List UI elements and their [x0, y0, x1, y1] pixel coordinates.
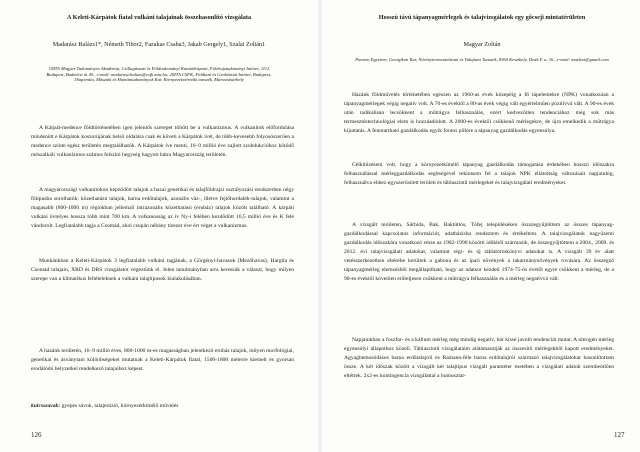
right-affiliations: Pannon Egyetem, Georgikon Kar, Növénytermesztéstani és Talajtani Tanszék, 8360 Keszthely, Deák F. u. 16., e-mail: mazlzot@gmail.com [355, 57, 609, 62]
right-article-title: Hosszú távú tápanyagmérlegek és talajvizsgálatok egy gőcseji mintatérületen [378, 14, 586, 21]
right-paragraph-2: Célkitűzésem volt, hogy a környezetkímélő tápanyag gazdálkodás támogatása érdekében hosszú időszakra felhasználással mérleggazdálkodás segítségével tekintsem fel a talajok NPK ellátottság változásait napjainkig, felhasználva ehhez egyszerűsített területi és táblaszintű mérlegeket és talajvizsgálati eredményeket. [344, 162, 614, 186]
left-affiliations: 1MTA Magyar Tudományos Akadémia, Csillagászati és Földtudományi Kutatóközpont, Földrajztudományi Intézet, 1112 Budapest, Budaörsi út 45., e-mail: madarasz.balazs@csfk.mta.hu; 2MTA CSFK, Földtani és Geokémiai Intézet, Budapest; 3Sapientia, Műszaki és Humántudományok Kar, Környezetmérnöki tanszék, Marosvásárhely [46, 66, 272, 83]
right-paragraph-3: A vizsgált területen, Sárhida, Bak, Baktüttös, Tófej településeken öszszegyűjtöttem az összes tápanyag-gazdálkodással kapcsolatos információt, adatbázisba rendeztem és értékeltem. A talajvizsgálatok nagyüzemi gazdálkodás időszakára vonatkozó része az 1982-1990 közötti időkből származik, de összegyűjtöttem a 2004., 2009. és 2012. évi talajvizsgálati adatokat, valamint régi- és új táblatörzskönyvi adatokat is. A vizsgált 39 év alatt vetésszerkezetben eltérebe kerültek a gabona és az ipari növények a takarmánynövények rovására. Az összegző tápanyagmérleg elemzésből megállapítható, hogy az adatsor kezdeti 1974-75-ös évétől egyre csökkent a mérleg, de a 90-es évektől követően erőteljesen csökkent a műtrágya felhasználás és a mérleg negatívvá vált. [344, 222, 614, 282]
left-page-number: 126 [31, 431, 42, 439]
right-paragraph-1: Hazánk földművelés történetében egészen az 1960-as évek közepéig a fő tápelemekre (NPK) vonatkozóan a tápanyagmérlegek végig negatív volt. A 70-es évektől a 80-as évek végig vált egyértelműen pozitívvá vált. A 90-es évek után radikálisan lecsökkent a műtrágya felhasználás, ezért kedvezőtlen tendenciához még sok más termesztéstechnológiai elem is hozzáadódott. A 2000-es évektől csökkenő mérlegekre, de újra emelkedik a műtrágya kijuttatás. A fenntartható gazdálkodás egyik fontos pillére a tápanyag gazdálkodás egyensúlya. [344, 92, 614, 134]
right-page [322, 0, 640, 452]
left-paragraph-2: A magyarországi vulkanitokon képződött talajok a hazai genetikai és talajföldrajzi osztályozási rendszerben négy főtípusba sorolhatók: kőzethatású talajok, barna erdőtalajok, azonális váz-, illetve fejtőhordalék-talajok, valamint a magasabb (800-1000 m) régiókban jellemző intrazonális közethatású (erubáz) talajok között található. A kárpáti vulkáni övtelyes hossza több mint 700 km. A vulkanosság az ív Ny-i felében kezdődött 16,5 millió éve és K felé vándorolt. Legfiatalabb tagja a Csomád, ahol csupán néhány tízezer éve ért véget a vulkanizmus. [31, 187, 294, 229]
right-page-number: 127 [614, 431, 625, 439]
left-page [0, 0, 319, 452]
left-keywords [31, 402, 294, 410]
right-authors: Magyar Zoltán [463, 41, 501, 48]
keywords-label: kulcsszavak: [31, 403, 61, 409]
left-article-title: A Keleti-Kárpátok fiatal vulkáni talajainak összehasonlító vizsgálata [66, 14, 252, 21]
left-authors: Madarász Balázs1*, Németh Tibor2, Fazakas Csaba3, Jakab Gergely1, Szalai Zoltán1 [52, 41, 266, 48]
left-paragraph-4: A hazánk területén, 16–9 millió éves, 800-1000 m-es magasságban jelentkező erubáz talajok, milyen morfológiai, genetikai és ásványtani különbségeket mutatnak a Keleti-Kárpátok fiatal, 1500-1800 méterre kiemelt és gyorsan erodálódó helyzetkel rendelkező talajaihoz képest. [31, 348, 294, 372]
right-paragraph-4: Napjainkban a foszfor- és a kálium mérleg még mindig negatív, bár kissé javuló tendenciát mutat. A nitrogén mérleg egyensúlyi állapothoz közeli. Táblaszintű vizsgálataim alátámasztják az összesítő mérlegekből kapott eredményeket. Agyagbemosódásos barna erdőtalajról és Ramann-féle barna erdőtalajról származó talajvizsgálatokat hasonlítottam össze. A két időszak között a vizsgált két talajtípus vizsgált paraméter esetében a vizsgálati adatok szembeötlően eltértek. 2x2-es kontingencia vizsgálattal a humusztar- [344, 337, 614, 379]
keywords-text: gyepes sávok, talajerózió, környezetkímélő művelés [61, 403, 179, 409]
left-paragraph-3: Munkánkban a Keleti-Kárpátok 3 legfiatalabb vulkáni tagjának, a Görgényi-havasok (Mezőhavas), Hargita és Csomád talajain, XRD és DRS vizsgálatot végeztünk el. Jelen tanulmányban arra keressük a választ, hogy milyen szerepe van a klimatikus feltételeknek a vulkáni talajtípusok kialakulásában. [31, 258, 294, 282]
left-paragraph-1: A Kárpát-medence földtörténetében igen jelentős szerepet töltött be a vulkanizmus. A vulkanitok előfordulása mindenütt e Kárpátok koszorújának belső oldalára csak és követi a Kárpátok ívét, de több-kevesebb folyosószerűen a medence szinte egész területén megtalálhatók. A Kárpátok íve menti, 16–9 millió éve zajlott szubdukcióhoz kötődő mészalkáli vulkanizmus számos felszíni hegység hagyott hátra Magyarország területén. [31, 125, 294, 158]
